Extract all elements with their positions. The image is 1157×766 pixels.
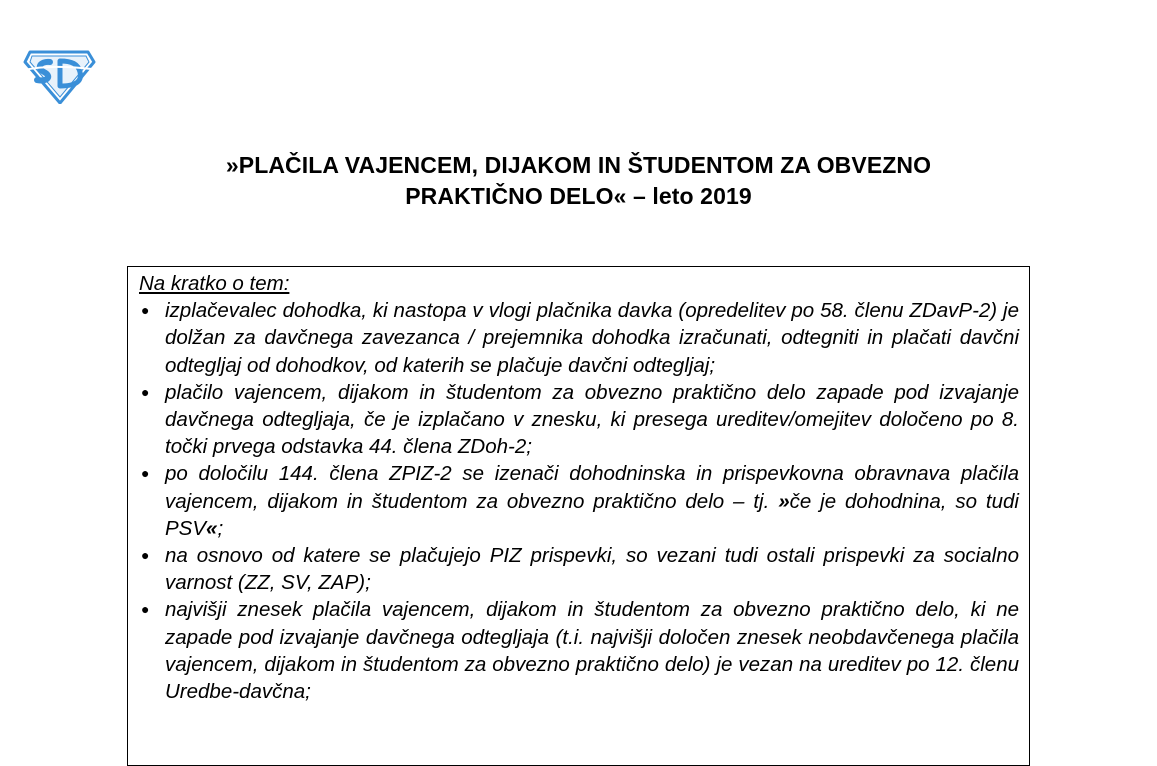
quote-open: » xyxy=(778,489,790,513)
list-item-text-middle: če je dohodnina, so tudi PSV xyxy=(165,489,1019,540)
list-item xyxy=(138,542,1019,596)
list-item xyxy=(138,297,1019,379)
bullet-icon: ● xyxy=(141,465,150,482)
list-item-text-before: po določilu 144. člena ZPIZ-2 se izenači dohodninska in prispevkovna obravnava plačila vajencem, dijakom in študentom za obvezno praktično delo – tj. xyxy=(165,462,1019,513)
list-item-text: izplačevalec dohodka, ki nastopa v vlogi plačnika davka (opredelitev po 58. členu ZDavP-2) je dolžan za davčnega zavezanca / prejemnika dohodka izračunati, odtegniti in plačati davčni odtegljaj od dohodkov, od katerih se plačuje davčni odtegljaj; xyxy=(165,299,1019,377)
list-item-text: najvišji znesek plačila vajencem, dijakom in študentom za obvezno praktično delo, ki ne zapade pod izvajanje davčnega odtegljaja (t.i. najvišji določen znesek neobdavčenega plačila vajencem, dijakom in študentom za obvezno praktično delo) je vezan na ureditev po 12. členu Uredbe-davčna; xyxy=(165,598,1019,704)
list-item xyxy=(138,379,1019,461)
title-line-2: PRAKTIČNO DELO« – leto 2019 xyxy=(405,183,752,209)
title-line-1: »PLAČILA VAJENCEM, DIJAKOM IN ŠTUDENTOM ZA OBVEZNO xyxy=(225,152,932,178)
list-item xyxy=(138,596,1019,705)
bullet-icon: ● xyxy=(141,383,150,400)
bullet-icon: ● xyxy=(141,547,150,564)
sd-logo xyxy=(22,48,96,104)
sd-shield-logo-icon xyxy=(22,48,96,104)
summary-heading: Na kratko o tem: xyxy=(139,272,290,295)
list-item-text-after: ; xyxy=(217,516,224,540)
document-title xyxy=(0,150,1157,212)
summary-list xyxy=(138,297,1019,705)
summary-box xyxy=(127,266,1030,766)
quote-close: « xyxy=(206,516,218,540)
list-item-text: na osnovo od katere se plačujejo PIZ prispevki, so vezani tudi ostali prispevki za socialno varnost (ZZ, SV, ZAP); xyxy=(165,544,1019,595)
list-item xyxy=(138,460,1019,542)
bullet-icon: ● xyxy=(141,302,150,319)
bullet-icon: ● xyxy=(141,601,150,618)
list-item-text xyxy=(165,462,1019,539)
list-item-text: plačilo vajencem, dijakom in študentom za obvezno praktično delo zapade pod izvajanje davčnega odtegljaja, če je izplačano v znesku, ki presega ureditev/omejitev določeno po 8. točki prvega odstavka 44. člena ZDoh-2; xyxy=(165,380,1019,459)
